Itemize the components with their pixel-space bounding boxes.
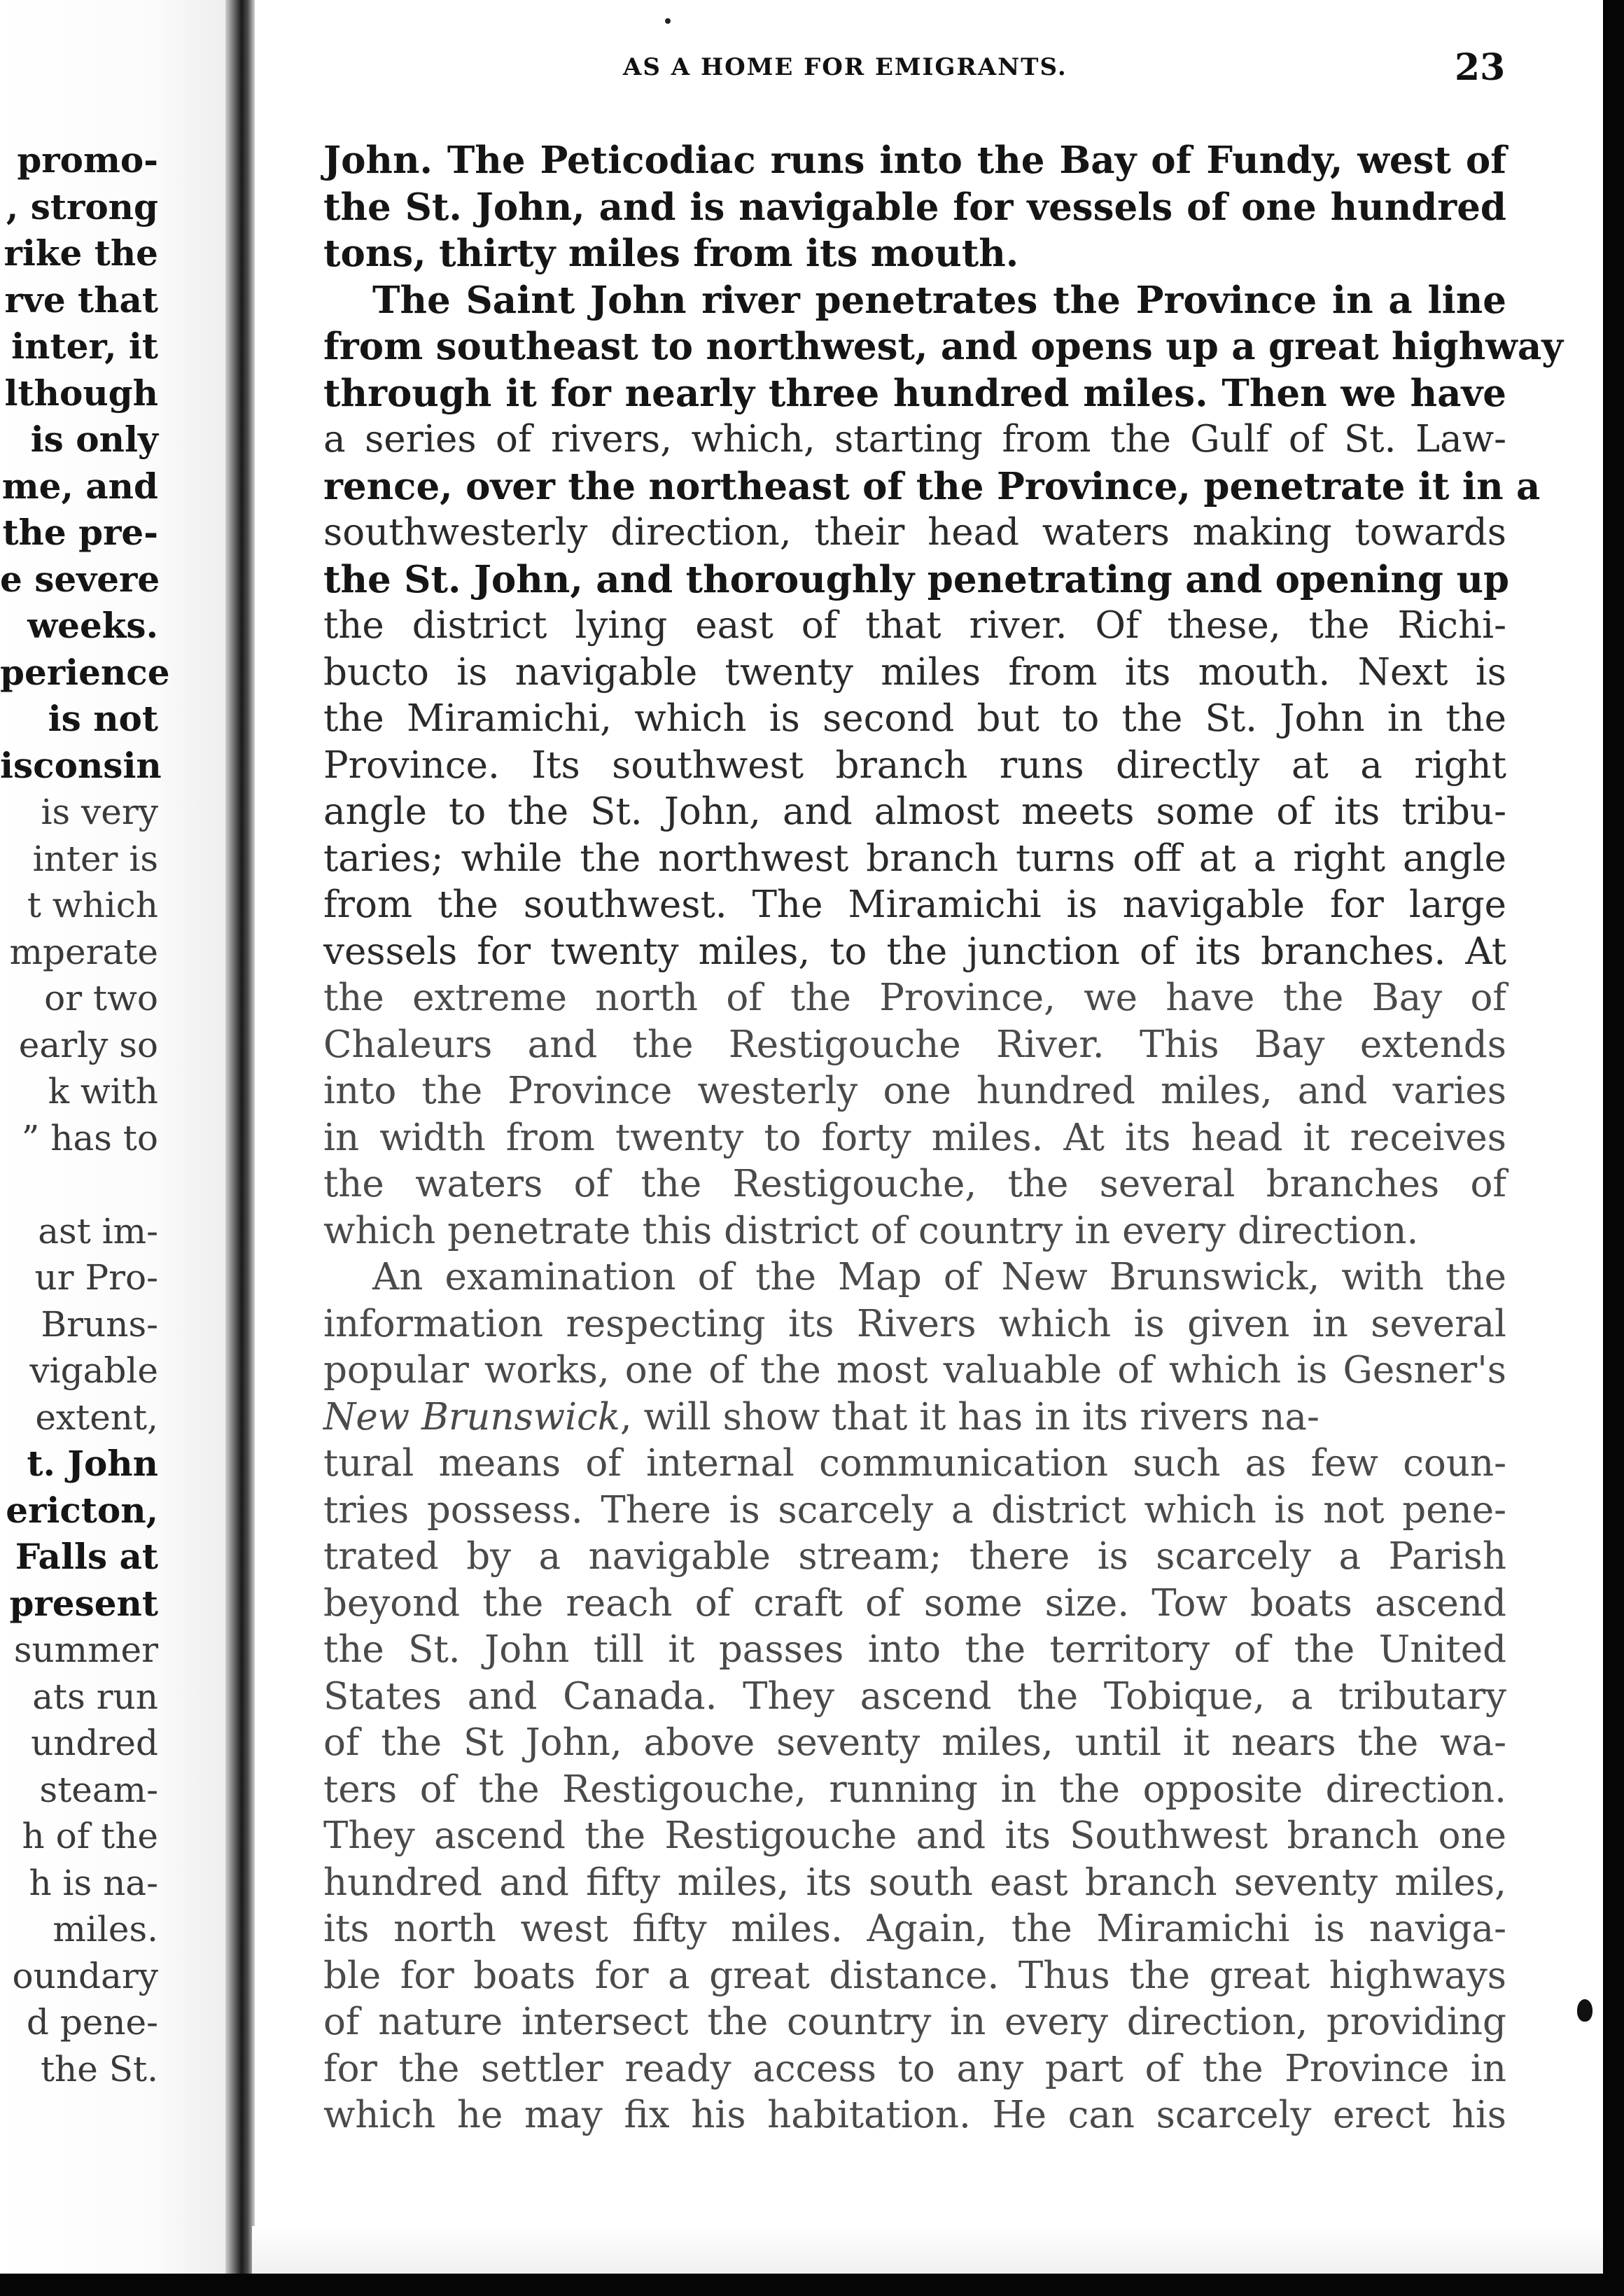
previous-page-line: present (9, 1582, 158, 1624)
previous-page-column (0, 137, 170, 2092)
ink-blot (1577, 1999, 1592, 2022)
text-line: States and Canada. They ascend the Tobique, a tributary (323, 1674, 1506, 1718)
text-line: popular works, one of the most valuable of which is Gesner's (323, 1349, 1506, 1392)
text-line: vessels for twenty miles, to the junction of its branches. At (323, 930, 1506, 973)
text-line: ters of the Restigouche, running in the opposite direction. (323, 1768, 1506, 1811)
previous-page-line: k with (48, 1071, 158, 1112)
text-line: tural means of internal communication such as few coun- (323, 1442, 1506, 1485)
previous-page-line: isconsin (0, 744, 162, 786)
text-line: hundred and fifty miles, its south east branch seventy miles, (323, 1861, 1506, 1904)
text-line: the St. John, and is navigable for vessels of one hundred (323, 185, 1506, 229)
text-line: ble for boats for a great distance. Thus the great highways (323, 1954, 1506, 1997)
text-line: its north west fifty miles. Again, the Miramichi is naviga- (323, 1907, 1506, 1950)
text-line: the extreme north of the Province, we have the Bay of (323, 976, 1506, 1019)
scan-right-border (1603, 0, 1624, 2296)
previous-page-line: or two (44, 978, 158, 1018)
text-line: the Miramichi, which is second but to the St. John in the (323, 697, 1506, 740)
previous-page-line: d pene- (26, 2002, 158, 2043)
previous-page-line: extent, (35, 1396, 158, 1438)
previous-page-line: Falls at (15, 1536, 158, 1577)
text-line: into the Province westerly one hundred miles, and varies (323, 1070, 1506, 1112)
text-line: from southeast to northwest, and opens up a great highway (323, 325, 1564, 368)
page-body-text (323, 137, 1564, 2139)
ink-speck (665, 18, 671, 24)
text-line: which penetrate this district of country in every direction. (323, 1209, 1419, 1252)
text-line: the district lying east of that river. Of these, the Richi- (323, 604, 1506, 647)
text-line: southwesterly direction, their head waters making towards (323, 511, 1506, 554)
previous-page-line: summer (13, 1630, 158, 1670)
previous-page-line: perience (0, 651, 170, 693)
text-line: the St. John till it passes into the territory of the United (323, 1628, 1506, 1671)
text-line: rence, over the northeast of the Province, penetrate it in a (323, 464, 1541, 508)
text-line: information respecting its Rivers which is given in several (323, 1302, 1506, 1345)
text-line: tons, thirty miles from its mouth. (323, 232, 1019, 275)
text-line: tries possess. There is scarcely a district which is not pene- (323, 1488, 1506, 1532)
previous-page-line: mperate (9, 931, 158, 972)
text-line: angle to the St. John, and almost meets some of its tribu- (323, 790, 1506, 833)
previous-page-line: ur Pro- (34, 1257, 158, 1298)
text-line: which he may fix his habitation. He can scarcely erect his (323, 2094, 1506, 2136)
previous-page-line: t. John (27, 1443, 158, 1484)
previous-page-line: ast im- (38, 1210, 158, 1252)
text-line-continuation: , will show that it has in its rivers na- (620, 1395, 1320, 1438)
text-line: the St. John, and thoroughly penetrating and opening up (323, 557, 1510, 601)
text-line: from the southwest. The Miramichi is navigable for large (323, 883, 1506, 926)
text-line: trated by a navigable stream; there is scarcely a Parish (323, 1535, 1506, 1578)
previous-page-line: ericton, (6, 1489, 158, 1531)
page-bottom-shade (252, 2226, 1603, 2274)
previous-page-line: is only (30, 419, 158, 460)
previous-page-blank-line (0, 1161, 161, 1208)
text-line: They ascend the Restigouche and its Southwest branch one (323, 1814, 1506, 1857)
text-line: beyond the reach of craft of some size. Tow boats ascend (323, 1581, 1506, 1625)
previous-page-line: vigable (29, 1350, 158, 1391)
previous-page-line: the pre- (2, 512, 158, 553)
text-line: in width from twenty to forty miles. At its head it receives (323, 1116, 1506, 1159)
previous-page-line: e severe (0, 558, 160, 600)
previous-page-line: inter is (32, 838, 158, 879)
book-binding-gutter (225, 0, 255, 2296)
book-title-italic: New Brunswick (323, 1395, 620, 1438)
previous-page-line: ats run (32, 1676, 158, 1717)
previous-page-line: promo- (17, 139, 158, 181)
previous-page-line: h of the (22, 1816, 158, 1856)
text-line: Chaleurs and the Restigouche River. This Bay extends (323, 1023, 1506, 1066)
previous-page-line: miles. (52, 1909, 158, 1949)
previous-page-line: oundary (12, 1955, 158, 1996)
previous-page-line: is very (41, 792, 158, 832)
text-line: of nature intersect the country in every direction, providing (323, 2001, 1506, 2043)
previous-page-line: lthough (4, 372, 158, 414)
text-line: taries; while the northwest branch turns off at a right angle (323, 836, 1506, 880)
previous-page-line: is not (48, 698, 158, 739)
scan-bottom-border (0, 2274, 1624, 2296)
paragraph-first-line: An examination of the Map of New Brunswick, with the (372, 1256, 1506, 1298)
previous-page-line: , strong (6, 186, 158, 227)
previous-page-line: h is na- (29, 1862, 158, 1903)
previous-page-line: ” has to (21, 1117, 158, 1158)
previous-page-line: rike the (4, 232, 158, 274)
previous-page-line: weeks. (27, 605, 158, 646)
previous-page-line: early so (18, 1024, 158, 1065)
previous-page-line: undred (31, 1723, 158, 1763)
previous-page-line: me, and (1, 465, 158, 507)
text-line: for the settler ready access to any part of the Province in (323, 2047, 1506, 2090)
text-line: the waters of the Restigouche, the several branches of (323, 1163, 1506, 1205)
text-line: John. The Peticodiac runs into the Bay of Fundy, west of (323, 139, 1506, 182)
previous-page-line: t which (27, 885, 158, 925)
text-line: of the St John, above seventy miles, until it nears the wa- (323, 1721, 1506, 1764)
page-number: 23 (1455, 46, 1506, 89)
previous-page-line: Bruns- (41, 1303, 158, 1345)
text-line (323, 1394, 1506, 1441)
paragraph-first-line: The Saint John river penetrates the Province in a line (372, 278, 1506, 322)
previous-page-line: rve that (4, 279, 158, 321)
text-line: Province. Its southwest branch runs directly at a right (323, 743, 1506, 787)
previous-page-line: inter, it (11, 326, 158, 367)
running-head: AS A HOME FOR EMIGRANTS. (623, 53, 1068, 81)
previous-page-line: steam- (39, 1769, 158, 1810)
text-line: bucto is navigable twenty miles from its mouth. Next is (323, 650, 1506, 694)
previous-page-line: the St. (40, 2048, 158, 2090)
text-line: through it for nearly three hundred miles. Then we have (323, 371, 1506, 415)
text-line: a series of rivers, which, starting from the Gulf of St. Law- (323, 418, 1506, 461)
